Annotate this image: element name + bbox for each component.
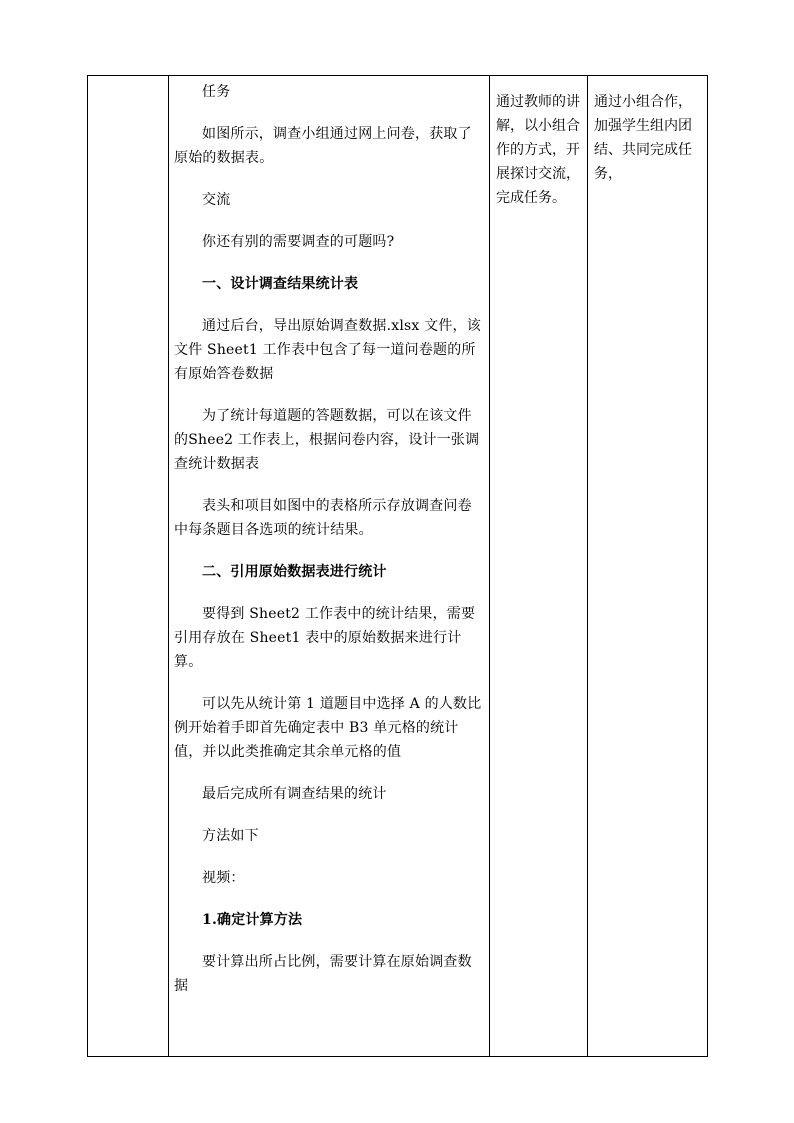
- table-row: [88, 76, 708, 1057]
- paragraph-question: 你还有别的需要调查的可题吗?: [202, 234, 395, 250]
- paragraph-design: 为了统计每道题的答题数据，可以在该文件的Shee2 工作表上，根据问卷内容，设计一张调查统计数据表: [174, 408, 480, 472]
- paragraph-export: 通过后台，导出原始调查数据.xlsx 文件，该文件 Sheet1 工作表中包含了每一道问卷题的所有原始答卷数据: [174, 318, 481, 382]
- paragraph-header-items: 表头和项目如图中的表格所示存放调查问卷中每条题目各选项的统计结果。: [174, 498, 472, 538]
- subsection-heading-1: 1.确定计算方法: [202, 912, 303, 928]
- design-intent-cell: [588, 76, 708, 1057]
- paragraph-reference: 要得到 Sheet2 工作表中的统计结果，需要引用存放在 Sheet1 表中的原始数据来进行计算。: [174, 606, 476, 670]
- section-heading-1: 一、设计调查结果统计表: [202, 276, 359, 292]
- main-content-cell: [169, 76, 490, 1057]
- paragraph-calc: 要计算出所占比例，需要计算在原始调查数据: [174, 954, 472, 994]
- paragraph-start: 可以先从统计第 1 道题目中选择 A 的人数比例开始着手即首先确定表中 B3 单元格的统计值，并以此类推确定其余单元格的值: [174, 696, 482, 760]
- paragraph-task: 任务: [202, 84, 231, 100]
- blank-column-cell: [88, 76, 169, 1057]
- paragraph-finish: 最后完成所有调查结果的统计: [202, 786, 387, 802]
- lesson-plan-table: [87, 75, 708, 1057]
- paragraph-intro: 如图所示，调查小组通过网上问卷，获取了原始的数据表。: [174, 126, 472, 166]
- paragraph-method: 方法如下: [202, 828, 259, 844]
- section-heading-2: 二、引用原始数据表进行统计: [202, 564, 387, 580]
- teacher-activity-text: 通过教师的讲解，以小组合作的方式，开展探讨交流，完成任务。: [496, 94, 580, 206]
- paragraph-exchange: 交流: [202, 192, 231, 208]
- teacher-activity-cell: [490, 76, 588, 1057]
- design-intent-text: 通过小组合作，加强学生组内团结、共同完成任务，: [594, 94, 692, 182]
- main-content: [169, 76, 489, 998]
- paragraph-video: 视频：: [202, 870, 245, 886]
